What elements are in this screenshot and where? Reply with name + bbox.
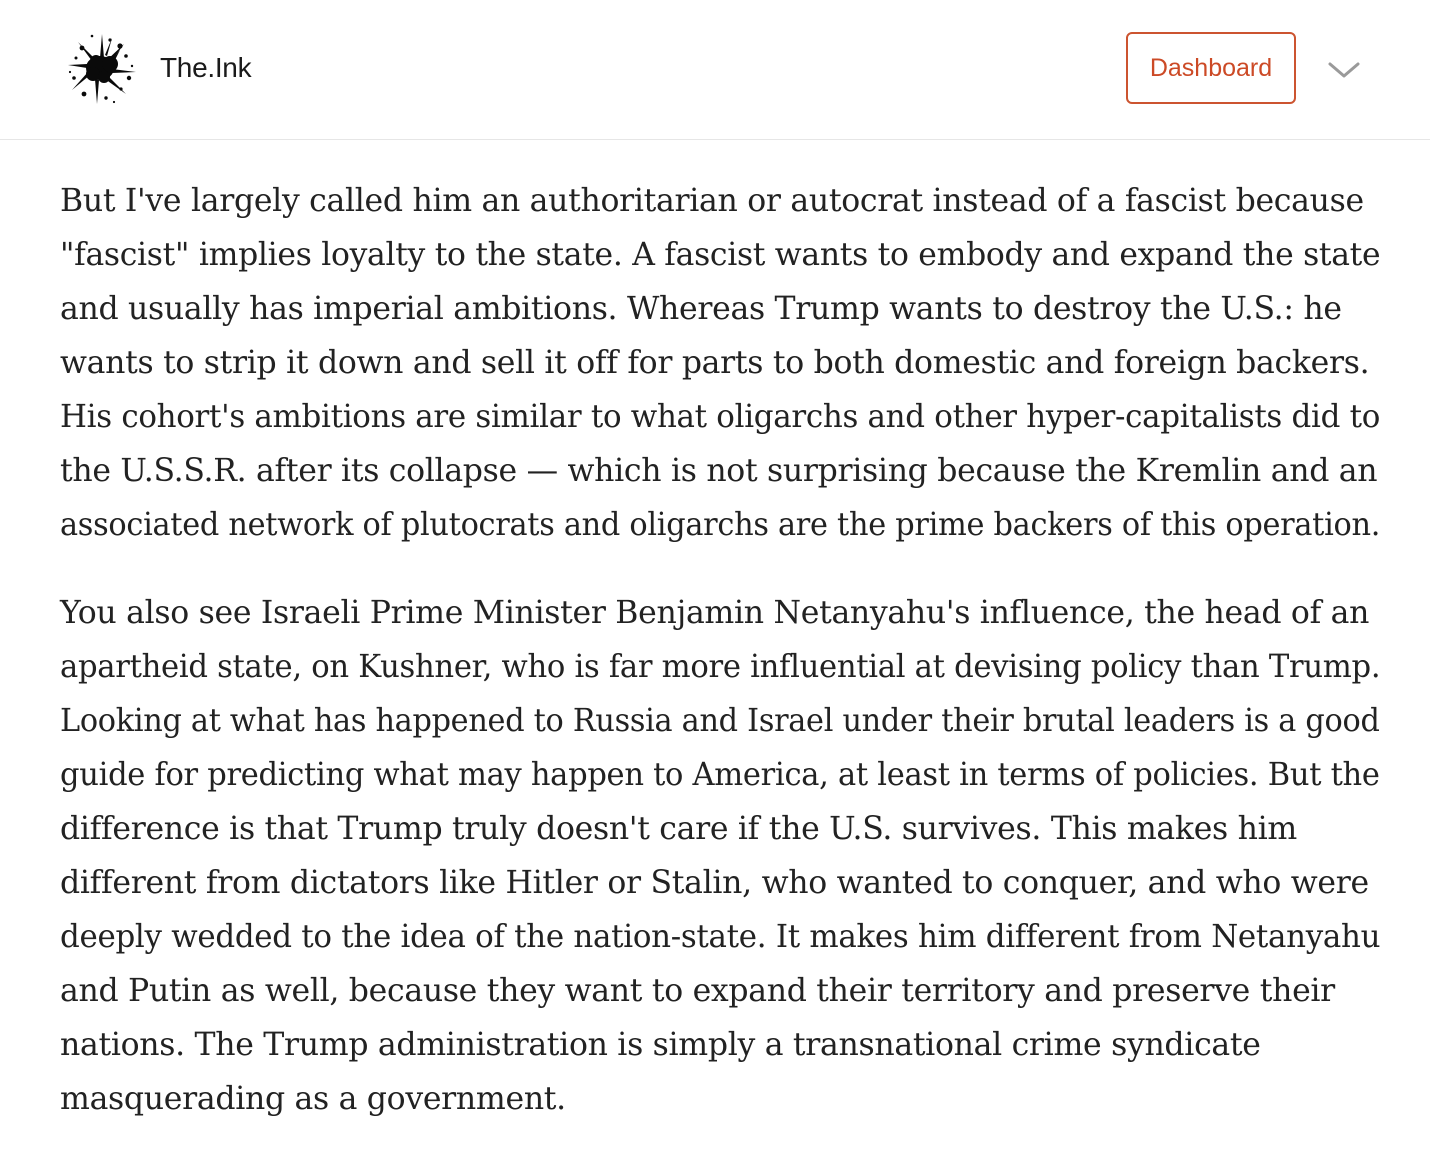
chevron-down-icon [1327, 60, 1361, 80]
text-line: masquerading as a government. [60, 1081, 566, 1117]
text-line: the U.S.S.R. after its collapse — which is not surprising because the Kremlin and an [60, 453, 1378, 489]
text-line: apartheid state, on Kushner, who is far more influential at devising policy than Trump. [60, 649, 1381, 685]
text-line: associated network of plutocrats and oligarchs are the prime backers of this operation. [60, 507, 1381, 543]
text-line: His cohort's ambitions are similar to what oligarchs and other hyper-capitalists did to [60, 399, 1381, 435]
text-line: and Putin as well, because they want to expand their territory and preserve their [60, 973, 1335, 1009]
publication-name: The.Ink [160, 52, 252, 83]
text-line: different from dictators like Hitler or Stalin, who wanted to conquer, and who were [60, 865, 1369, 901]
text-line: wants to strip it down and sell it off for parts to both domestic and foreign backers. [60, 345, 1370, 381]
text-line: You also see Israeli Prime Minister Benjamin Netanyahu's influence, the head of an [60, 595, 1370, 631]
text-line: guide for predicting what may happen to America, at least in terms of policies. But the [60, 757, 1380, 793]
text-line: deeply wedded to the idea of the nation-state. It makes him different from Netanyahu [60, 919, 1381, 955]
paragraph-1 [60, 174, 1380, 552]
account-menu-toggle[interactable] [1318, 50, 1370, 90]
paragraph-2 [60, 586, 1380, 1126]
text-line: difference is that Trump truly doesn't care if the U.S. survives. This makes him [60, 811, 1297, 847]
publication-home-link[interactable] [66, 28, 251, 108]
site-header [0, 0, 1430, 140]
text-line: Looking at what has happened to Russia and Israel under their brutal leaders is a good [60, 703, 1380, 739]
article-body [60, 174, 1380, 1126]
text-line: nations. The Trump administration is simply a transnational crime syndicate [60, 1027, 1261, 1063]
text-line: and usually has imperial ambitions. Whereas Trump wants to destroy the U.S.: he [60, 291, 1342, 327]
text-line: "fascist" implies loyalty to the state. A fascist wants to embody and expand the state [60, 237, 1381, 273]
text-line: But I've largely called him an authoritarian or autocrat instead of a fascist because [60, 183, 1364, 219]
ink-splat-icon [66, 28, 138, 108]
dashboard-button[interactable]: Dashboard [1126, 32, 1296, 104]
